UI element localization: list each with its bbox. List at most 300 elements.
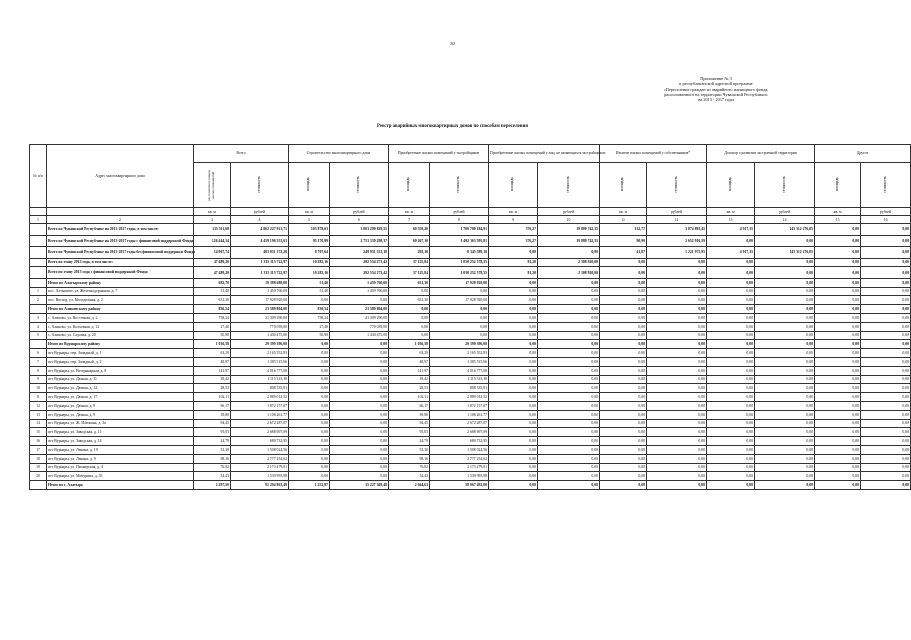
appendix-line: расположенного на территории Чувашской Республики» <box>664 91 768 97</box>
cell-area: 0,00 <box>815 463 861 472</box>
cell-cost: 4 459 196 553,63 <box>231 235 289 247</box>
cell-cost: 0,00 <box>330 419 389 428</box>
cell-area: 0,00 <box>815 481 861 490</box>
cell-cost: 0,00 <box>647 410 707 419</box>
cell-area: 0,00 <box>389 322 430 331</box>
column-number: 7 <box>389 216 430 224</box>
cell-area: 0,00 <box>489 445 538 454</box>
cell-area: 0,00 <box>600 410 647 419</box>
table-total-row <box>30 224 911 236</box>
cell-cost: 0,00 <box>647 384 707 393</box>
cell-area: 103 878,63 <box>289 224 330 236</box>
row-number: 12 <box>30 401 47 410</box>
appendix-line: «Переселение граждан из аварийного жилищного фонда, <box>663 86 769 92</box>
cell-area: 66,17 <box>389 401 430 410</box>
header-num: № п/п <box>30 145 47 208</box>
header-unit: рублей <box>538 208 600 216</box>
cell-area: 0,00 <box>707 278 755 287</box>
header-group: Всего <box>194 145 289 163</box>
cell-cost: 0,00 <box>861 366 911 375</box>
column-number: 6 <box>330 216 389 224</box>
row-number <box>30 235 47 247</box>
cell-cost: 2 889 012,52 <box>430 393 489 402</box>
cell-cost: 2 308 920,00 <box>538 267 600 279</box>
cell-cost: 58 067 492,00 <box>430 481 489 490</box>
cell-cost: 282 554 273,42 <box>330 258 389 267</box>
header-unit: кв. м <box>489 208 538 216</box>
cell-area: 0,00 <box>815 313 861 322</box>
cell-cost: 143 312 276,05 <box>755 247 815 259</box>
cell-cost: 0,00 <box>861 401 911 410</box>
cell-area: 0,00 <box>815 384 861 393</box>
cell-area: 0,00 <box>600 313 647 322</box>
cell-area: 0,00 <box>815 267 861 279</box>
cell-cost: 0,00 <box>538 375 600 384</box>
table-total-row <box>30 305 911 314</box>
cell-area: 94,45 <box>194 419 231 428</box>
cell-cost: 0,00 <box>755 437 815 446</box>
cell-area: 758,24 <box>194 313 231 322</box>
row-address: пгт Вурнары, ул. Дачная, д. 8 <box>47 401 194 410</box>
row-address: Итого по Вурнарскому району <box>47 340 194 349</box>
cell-area: 0,00 <box>815 428 861 437</box>
cell-cost: 0,00 <box>861 235 911 247</box>
cell-cost: 0,00 <box>755 384 815 393</box>
cell-area: 76,82 <box>389 463 430 472</box>
cell-area: 2 297,50 <box>194 481 231 490</box>
row-number: 6 <box>30 349 47 358</box>
cell-cost: 0,00 <box>861 247 911 259</box>
column-number: 2 <box>47 216 194 224</box>
cell-cost: 0,00 <box>755 357 815 366</box>
cell-area: 50,90 <box>289 331 330 340</box>
table-row <box>30 357 911 366</box>
cell-area: 0,00 <box>289 366 330 375</box>
cell-cost: 1 539 993,98 <box>231 472 289 481</box>
cell-cost: 403 031 372,28 <box>231 247 289 259</box>
row-address: Всего по Чувашской Республике на 2013-2017 годы, в том числе: <box>47 224 194 236</box>
cell-area: 0,00 <box>600 445 647 454</box>
row-number: 9 <box>30 375 47 384</box>
cell-area: 0,00 <box>707 445 755 454</box>
row-number: 20 <box>30 472 47 481</box>
row-number <box>30 481 47 490</box>
cell-cost: 0,00 <box>755 481 815 490</box>
cell-cost: 0,00 <box>430 331 489 340</box>
row-address: пгт Вурнары, ул. Заводская, д. 14 <box>47 437 194 446</box>
cell-cost: 1 106 261,77 <box>231 410 289 419</box>
cell-cost: 0,00 <box>861 375 911 384</box>
cell-area: 14 067,74 <box>194 247 231 259</box>
header-sub <box>231 163 289 208</box>
cell-area: 51,40 <box>289 278 330 287</box>
cell-area: 0,00 <box>815 296 861 305</box>
cell-cost: 0,00 <box>861 296 911 305</box>
column-number: 13 <box>707 216 755 224</box>
row-number: 15 <box>30 428 47 437</box>
header-group: Изъятие жилых помещений у собственников* <box>600 145 707 163</box>
row-address: пос. Алтышево, ул. Железнодорожная, д. 7 <box>47 287 194 296</box>
cell-cost: 0,00 <box>755 445 815 454</box>
row-address: пгт Вурнары, ул. Ветеринарная, д. 8 <box>47 366 194 375</box>
appendix-line: на 2013 - 2017 годы <box>698 97 734 103</box>
cell-area: 66,17 <box>194 401 231 410</box>
cell-cost: 1 430 475,00 <box>231 331 289 340</box>
cell-cost: 1 539 993,98 <box>430 472 489 481</box>
cell-area: 0,00 <box>389 287 430 296</box>
table-row <box>30 410 911 419</box>
header-unit: рублей <box>231 208 289 216</box>
cell-cost: 17 928 920,00 <box>430 278 489 287</box>
table-row <box>30 349 911 358</box>
table-total-row <box>30 247 911 259</box>
cell-area: 0,00 <box>815 366 861 375</box>
appendix-line: Приложение № 3 <box>700 76 732 81</box>
cell-area: 0,00 <box>389 313 430 322</box>
header-sub <box>489 163 538 208</box>
cell-cost: 19 388 680,00 <box>231 278 289 287</box>
cell-cost: 0,00 <box>861 472 911 481</box>
header-unit: рублей <box>330 208 389 216</box>
cell-cost: 17 928 920,00 <box>231 296 289 305</box>
cell-area: 0,00 <box>489 322 538 331</box>
cell-cost: 0,00 <box>861 437 911 446</box>
cell-area: 0,00 <box>600 322 647 331</box>
cell-cost: 0,00 <box>538 428 600 437</box>
cell-area: 0,00 <box>600 419 647 428</box>
cell-area: 60 559,20 <box>389 224 430 236</box>
row-number <box>30 224 47 236</box>
cell-cost: 770 039,00 <box>330 322 389 331</box>
cell-cost: 0,00 <box>861 463 911 472</box>
cell-cost: 0,00 <box>861 278 911 287</box>
cell-area: 39,80 <box>194 410 231 419</box>
cell-cost: 0,00 <box>755 393 815 402</box>
cell-cost: 4 016 777,08 <box>231 366 289 375</box>
cell-cost: 0,00 <box>755 278 815 287</box>
cell-cost: 0,00 <box>538 331 600 340</box>
cell-area: 0,00 <box>815 305 861 314</box>
header-sub-label: стоимость <box>781 176 786 193</box>
cell-cost: 0,00 <box>330 357 389 366</box>
cell-cost: 1 050 252 578,55 <box>430 258 489 267</box>
cell-cost: 808 335,01 <box>231 384 289 393</box>
column-number: 1 <box>30 216 47 224</box>
row-number <box>30 278 47 287</box>
cell-cost: 0,00 <box>538 437 600 446</box>
cell-cost: 0,00 <box>647 258 707 267</box>
cell-area: 0,00 <box>707 340 755 349</box>
cell-cost: 2 889 012,52 <box>231 393 289 402</box>
cell-cost: 91 294 863,49 <box>231 481 289 490</box>
cell-area: 0,00 <box>289 357 330 366</box>
cell-cost: 19 880 742,35 <box>538 224 600 236</box>
cell-area: 10 282,16 <box>289 258 330 267</box>
cell-area: 0,00 <box>815 340 861 349</box>
row-address: Итого по Аликовскому району <box>47 305 194 314</box>
header-unit: рублей <box>647 208 707 216</box>
cell-cost: 0,00 <box>330 463 389 472</box>
row-number: 16 <box>30 437 47 446</box>
cell-cost: 0,00 <box>647 445 707 454</box>
cell-area: 292,10 <box>389 247 430 259</box>
header-sub <box>389 163 430 208</box>
cell-cost: 0,00 <box>755 267 815 279</box>
cell-area: 0,00 <box>707 454 755 463</box>
cell-area: 39,42 <box>389 375 430 384</box>
column-number: 15 <box>815 216 861 224</box>
row-number <box>30 247 47 259</box>
header-unit: кв. м <box>194 208 231 216</box>
cell-cost: 0,00 <box>647 340 707 349</box>
cell-area: 60 267,10 <box>389 235 430 247</box>
column-number: 14 <box>755 216 815 224</box>
cell-area: 0,00 <box>600 481 647 490</box>
cell-cost: 0,00 <box>861 445 911 454</box>
column-number: 10 <box>538 216 600 224</box>
cell-area: 0,00 <box>600 393 647 402</box>
cell-cost: 0,00 <box>538 384 600 393</box>
row-address: пгт Вурнары, ул. Дачная, д. 12 <box>47 384 194 393</box>
cell-cost: 0,00 <box>538 463 600 472</box>
header-unit: кв. м <box>815 208 861 216</box>
cell-area: 0,00 <box>600 287 647 296</box>
cell-area: 0,00 <box>815 349 861 358</box>
header-sub-label: площадь <box>727 177 732 192</box>
cell-cost: 0,00 <box>647 472 707 481</box>
cell-cost: 0,00 <box>330 472 389 481</box>
cell-cost: 1 115 315,38 <box>231 375 289 384</box>
cell-cost: 0,00 <box>647 375 707 384</box>
table-row <box>30 375 911 384</box>
cell-cost: 2 753 339 298,37 <box>330 235 389 247</box>
row-address: пгт Вурнары, пер. Западный, д. 1 <box>47 349 194 358</box>
cell-area: 0,00 <box>815 454 861 463</box>
cell-area: 132,77 <box>600 224 647 236</box>
cell-cost: 0,00 <box>647 401 707 410</box>
cell-area: 0,00 <box>600 267 647 279</box>
cell-cost: 0,00 <box>861 322 911 331</box>
cell-area: 836,54 <box>289 305 330 314</box>
cell-cost: 2 777 254,62 <box>231 454 289 463</box>
cell-area: 0,00 <box>600 349 647 358</box>
cell-area: 0,00 <box>489 454 538 463</box>
cell-cost: 1 459 760,00 <box>330 278 389 287</box>
cell-cost: 0,00 <box>755 340 815 349</box>
cell-cost: 0,00 <box>330 401 389 410</box>
cell-area: 0,00 <box>289 419 330 428</box>
cell-cost: 1 385 515,06 <box>430 357 489 366</box>
cell-area: 54,43 <box>389 472 430 481</box>
row-number: 14 <box>30 419 47 428</box>
cell-area: 0,00 <box>707 481 755 490</box>
cell-cost: 0,00 <box>861 410 911 419</box>
cell-area: 0,00 <box>815 401 861 410</box>
cell-area: 0,00 <box>489 357 538 366</box>
cell-cost: 0,00 <box>647 393 707 402</box>
cell-area: 24,79 <box>194 437 231 446</box>
cell-cost: 0,00 <box>647 463 707 472</box>
cell-cost: 0,00 <box>755 322 815 331</box>
cell-area: 81,20 <box>489 258 538 267</box>
cell-cost: 0,00 <box>538 305 600 314</box>
cell-area: 1 252,87 <box>289 481 330 490</box>
header-unit: рублей <box>861 208 911 216</box>
header-sub <box>647 163 707 208</box>
cell-area: 0,00 <box>707 463 755 472</box>
row-number: 17 <box>30 445 47 454</box>
cell-cost: 0,00 <box>647 366 707 375</box>
cell-area: 0,00 <box>707 375 755 384</box>
table-row <box>30 463 911 472</box>
cell-area: 0,00 <box>489 375 538 384</box>
cell-cost: 1 872 157,07 <box>231 401 289 410</box>
header-sub-label: площадь <box>834 177 839 192</box>
header-sub <box>289 163 330 208</box>
cell-area: 0,00 <box>815 247 861 259</box>
cell-area: 0,00 <box>815 472 861 481</box>
cell-cost: 0,00 <box>755 419 815 428</box>
table-row <box>30 384 911 393</box>
row-number <box>30 267 47 279</box>
cell-area: 37 125,84 <box>389 258 430 267</box>
cell-area: 0,00 <box>600 357 647 366</box>
cell-cost: 0,00 <box>755 472 815 481</box>
cell-area: 0,00 <box>707 287 755 296</box>
cell-cost: 1 872 157,07 <box>430 401 489 410</box>
cell-area: 0,00 <box>489 247 538 259</box>
cell-area: 0,00 <box>489 313 538 322</box>
row-number: 8 <box>30 366 47 375</box>
row-number: 7 <box>30 357 47 366</box>
row-address: пгт Вурнары, ул. Заводская, д. 11 <box>47 428 194 437</box>
row-number: 18 <box>30 454 47 463</box>
cell-area: 0,00 <box>707 235 755 247</box>
row-number <box>30 258 47 267</box>
cell-area: 0,00 <box>707 384 755 393</box>
header-group: Приобретение жилых помещений у лиц, не являющихся застройщиком <box>489 145 600 163</box>
cell-area: 0,00 <box>289 349 330 358</box>
cell-area: 0,00 <box>707 258 755 267</box>
cell-area: 0,00 <box>489 366 538 375</box>
row-address: пгт Вурнары, ул. Мичурина, д. 35 <box>47 472 194 481</box>
cell-cost: 0,00 <box>538 445 600 454</box>
cell-area: 1 036,58 <box>194 340 231 349</box>
cell-area: 758,24 <box>289 313 330 322</box>
cell-area: 0,00 <box>289 463 330 472</box>
cell-area: 0,00 <box>489 331 538 340</box>
cell-area: 0,00 <box>707 331 755 340</box>
row-number <box>30 340 47 349</box>
cell-area: 0,00 <box>707 267 755 279</box>
cell-area: 0,00 <box>489 287 538 296</box>
table-total-row <box>30 340 911 349</box>
cell-cost: 23 589 804,00 <box>330 305 389 314</box>
cell-cost: 0,00 <box>538 340 600 349</box>
cell-area: 10 282,16 <box>289 267 330 279</box>
cell-area: 28,53 <box>389 384 430 393</box>
cell-area: 0,00 <box>489 393 538 402</box>
cell-area: 0,00 <box>489 401 538 410</box>
cell-area: 141,97 <box>194 366 231 375</box>
cell-area: 0,00 <box>707 393 755 402</box>
cell-area: 37 125,84 <box>389 267 430 279</box>
cell-cost: 0,00 <box>861 419 911 428</box>
cell-cost: 0,00 <box>647 349 707 358</box>
cell-cost: 0,00 <box>330 454 389 463</box>
table-row <box>30 454 911 463</box>
table-row <box>30 472 911 481</box>
cell-area: 1 036,58 <box>389 340 430 349</box>
cell-area: 0,00 <box>707 313 755 322</box>
cell-area: 0,00 <box>600 401 647 410</box>
cell-area: 94,45 <box>389 419 430 428</box>
header-unit: кв. м <box>389 208 430 216</box>
cell-cost: 0,00 <box>647 331 707 340</box>
row-number: 5 <box>30 331 47 340</box>
cell-cost: 21 309 290,00 <box>330 313 389 322</box>
column-number: 9 <box>489 216 538 224</box>
cell-area: 0,00 <box>815 445 861 454</box>
cell-cost: 0,00 <box>538 296 600 305</box>
cell-cost: 680 732,95 <box>231 437 289 446</box>
header-sub <box>755 163 815 208</box>
cell-cost: 0,00 <box>647 419 707 428</box>
cell-cost: 0,00 <box>538 322 600 331</box>
cell-area: 0,00 <box>707 322 755 331</box>
header-sub-label: стоимость <box>256 176 261 193</box>
cell-cost: 0,00 <box>330 445 389 454</box>
cell-area: 0,00 <box>815 331 861 340</box>
cell-area: 0,00 <box>815 410 861 419</box>
cell-cost: 4 862 227 921,71 <box>231 224 289 236</box>
cell-cost: 0,00 <box>755 305 815 314</box>
cell-cost: 1 115 315,38 <box>430 375 489 384</box>
cell-cost: 2 777 254,62 <box>430 454 489 463</box>
cell-area: 0,00 <box>489 437 538 446</box>
cell-area: 0,00 <box>289 472 330 481</box>
cell-area: 0,00 <box>600 472 647 481</box>
table-row <box>30 296 911 305</box>
cell-area: 836,54 <box>194 305 231 314</box>
row-address: с. Аликово, ул. Садовая, д. 20 <box>47 331 194 340</box>
header-sub-label: стоимость <box>882 176 887 193</box>
cell-cost: 0,00 <box>330 437 389 446</box>
cell-area: 0,00 <box>489 463 538 472</box>
cell-cost: 1 492 363 595,81 <box>430 235 489 247</box>
row-address: пгт Вурнары, пер. Западный, д. 2 <box>47 357 194 366</box>
registry-body <box>30 224 911 490</box>
cell-cost: 1 106 261,77 <box>430 410 489 419</box>
row-address: Всего по Чувашской Республике на 2013-2017 годы без финансовой поддержки Фонда <box>47 247 194 259</box>
cell-cost: 0,00 <box>755 349 815 358</box>
cell-area: 47 489,20 <box>194 258 231 267</box>
cell-area: 0,00 <box>815 258 861 267</box>
row-number: 1 <box>30 287 47 296</box>
cell-area: 95,03 <box>194 428 231 437</box>
cell-area: 8 707,64 <box>289 247 330 259</box>
header-sub <box>600 163 647 208</box>
header-row-units <box>30 208 911 216</box>
cell-cost: 0,00 <box>538 313 600 322</box>
cell-area: 27,40 <box>289 322 330 331</box>
cell-cost: 0,00 <box>647 287 707 296</box>
cell-area: 631,30 <box>389 296 430 305</box>
cell-cost: 0,00 <box>330 375 389 384</box>
cell-area: 0,00 <box>815 235 861 247</box>
table-row <box>30 437 911 446</box>
table-total-row <box>30 235 911 247</box>
